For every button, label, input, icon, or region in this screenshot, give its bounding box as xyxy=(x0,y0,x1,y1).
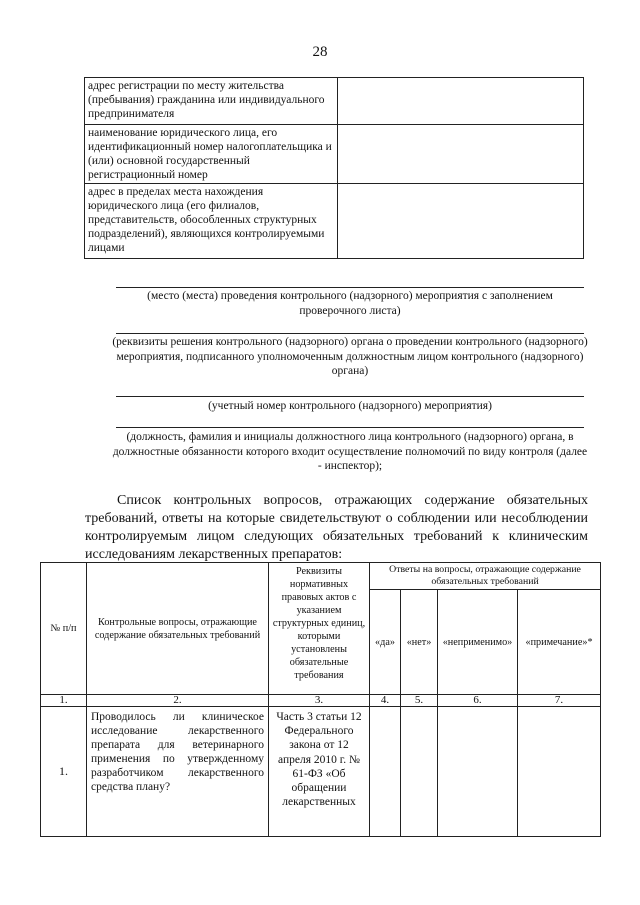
checklist-heading: Список контрольных вопросов, отражающих содержание обязательных требований, ответы на которые свидетельствуют о соблюдении или несоблюдении контролируемым лицом следующих обязательных требований к клиническим исследованиям лекарственных препаратов: xyxy=(85,493,588,562)
column-number: 4. xyxy=(370,695,401,707)
table-row xyxy=(41,707,601,837)
question-text: Проводилось ли клиническое исследование лекарственного препарата для ветеринарного применения по утвержденному разработчиком лекарственного средства плану? xyxy=(87,707,269,837)
table-cell-value[interactable] xyxy=(338,184,584,259)
header-not-applicable: «неприменимо» xyxy=(438,590,518,695)
answer-no-cell[interactable] xyxy=(401,707,438,837)
checklist-table xyxy=(40,562,601,837)
table-cell-label: адрес регистрации по месту жительства (пребывания) гражданина или индивидуального предпринимателя xyxy=(85,78,338,125)
column-number: 1. xyxy=(41,695,87,707)
contractor-details-table xyxy=(84,77,584,259)
header-answers: Ответы на вопросы, отражающие содержание обязательных требований xyxy=(370,563,601,590)
requisites-text: Часть 3 статьи 12 Федерального закона от 12 апреля 2010 г. № 61-ФЗ «Об обращении лекарственных xyxy=(269,707,370,837)
place-caption: (место (места) проведения контрольного (надзорного) мероприятия с заполнением проверочного листа) xyxy=(147,290,553,317)
header-requisites: Реквизиты нормативных правовых актов с указанием структурных единиц, которыми установлены обязательные требования xyxy=(269,563,370,695)
table-header-row xyxy=(41,563,601,590)
header-no: «нет» xyxy=(401,590,438,695)
table-row xyxy=(85,184,584,259)
decision-fill-line[interactable] xyxy=(116,333,584,334)
table-cell-value[interactable] xyxy=(338,78,584,125)
column-number-row xyxy=(41,695,601,707)
header-note: «примечание»* xyxy=(518,590,601,695)
table-cell-label: адрес в пределах места нахождения юридического лица (его филиалов, представительств, обособленных структурных подразделений), являющихся контролируемыми лицами xyxy=(85,184,338,259)
column-number: 2. xyxy=(87,695,269,707)
table-row xyxy=(85,125,584,184)
answer-note-cell[interactable] xyxy=(518,707,601,837)
row-number: 1. xyxy=(41,707,87,837)
table-row xyxy=(85,78,584,125)
answer-not-applicable-cell[interactable] xyxy=(438,707,518,837)
inspector-caption: (должность, фамилия и инициалы должностного лица контрольного (надзорного) органа, в должностные обязанности которого входит осуществление полномочий по виду контроля (далее - инспектор); xyxy=(112,431,588,472)
table-cell-label: наименование юридического лица, его идентификационный номер налогоплательщика и (или) основной государственный регистрационный номер xyxy=(85,125,338,184)
header-question: Контрольные вопросы, отражающие содержание обязательных требований xyxy=(87,563,269,695)
page-number: 28 xyxy=(312,44,328,60)
column-number: 3. xyxy=(269,695,370,707)
column-number: 7. xyxy=(518,695,601,707)
header-num: № п/п xyxy=(41,563,87,695)
answer-yes-cell[interactable] xyxy=(370,707,401,837)
account-number-fill-line[interactable] xyxy=(116,396,584,397)
header-yes: «да» xyxy=(370,590,401,695)
decision-caption: (реквизиты решения контрольного (надзорного) органа о проведении контрольного (надзорного) мероприятия, подписанного уполномоченным должностным лицом контрольного (надзорного) органа) xyxy=(112,336,588,377)
inspector-fill-line[interactable] xyxy=(116,427,584,428)
column-number: 6. xyxy=(438,695,518,707)
place-fill-line[interactable] xyxy=(116,287,584,288)
account-number-caption: (учетный номер контрольного (надзорного) мероприятия) xyxy=(208,400,492,412)
table-cell-value[interactable] xyxy=(338,125,584,184)
column-number: 5. xyxy=(401,695,438,707)
